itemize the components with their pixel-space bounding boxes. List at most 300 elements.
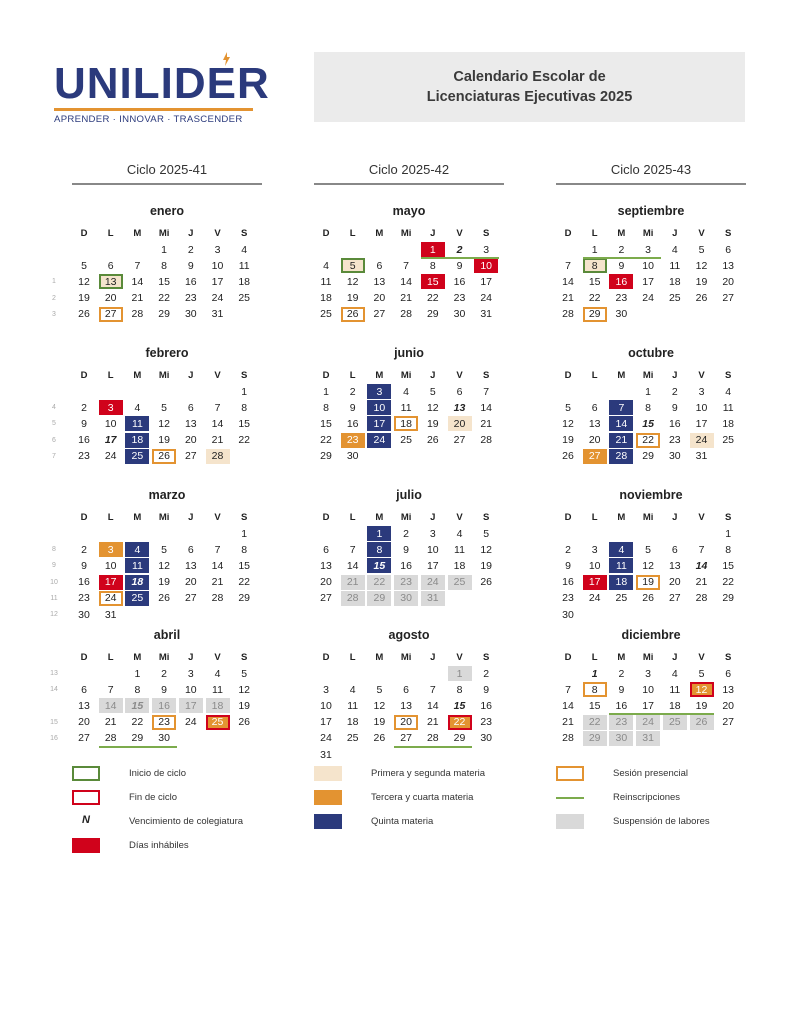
day-cell: 6 [671, 543, 678, 556]
day-cell: 21 [609, 433, 633, 448]
day-header: V [456, 228, 463, 239]
legend-swatch-beige [314, 766, 342, 781]
day-cell: 26 [373, 732, 386, 745]
day-cell: 17 [642, 275, 654, 288]
day-cell: 19 [695, 275, 708, 288]
day-cell: 23 [78, 450, 90, 463]
day-header: S [241, 652, 248, 663]
month-junio [314, 346, 504, 476]
day-cell: 2 [81, 401, 87, 414]
day-cell: 12 [158, 417, 170, 430]
day-header: J [430, 228, 436, 239]
day-cell: 4 [323, 259, 329, 272]
month-name: diciembre [621, 628, 681, 642]
week-number: 12 [50, 611, 58, 618]
day-cell: 24 [421, 575, 445, 590]
day-cell: 8 [583, 258, 607, 273]
day-cell: 24 [367, 433, 391, 448]
day-cell: 18 [238, 275, 251, 288]
day-cell: 3 [99, 400, 123, 415]
day-header: V [698, 652, 705, 663]
day-cell: 22 [238, 434, 251, 447]
day-cell: 7 [214, 543, 221, 556]
day-header: Mi [400, 652, 412, 663]
day-cell: 7 [698, 543, 705, 556]
day-cell: 27 [184, 592, 197, 605]
day-cell: 3 [698, 385, 705, 398]
day-cell: 2 [187, 243, 194, 256]
day-header: V [456, 512, 463, 523]
day-cell: 6 [187, 401, 194, 414]
day-cell: 3 [214, 243, 221, 256]
reinscription-underline [394, 746, 472, 748]
day-cell: 18 [722, 417, 735, 430]
day-cell: 29 [238, 592, 251, 605]
day-cell: 10 [642, 259, 654, 272]
day-cell: 28 [341, 591, 365, 606]
day-cell: 27 [722, 716, 735, 729]
day-cell: 26 [158, 592, 170, 605]
day-cell: 20 [104, 292, 117, 305]
day-cell: 11 [347, 699, 359, 712]
cycle-header-41: Ciclo 2025-41 [72, 162, 262, 185]
day-header: S [241, 512, 248, 523]
day-cell: 19 [238, 699, 251, 712]
day-cell: 13 [722, 259, 735, 272]
legend-label: Tercera y cuarta materia [371, 792, 474, 803]
month-name: agosto [388, 628, 430, 642]
day-cell: 7 [565, 683, 571, 696]
day-header: L [349, 652, 356, 663]
week-number: 10 [50, 578, 58, 586]
day-cell: 21 [104, 716, 117, 729]
day-cell: 2 [618, 667, 625, 680]
day-cell: 2 [565, 543, 571, 556]
day-cell: 19 [695, 699, 708, 712]
day-cell: 27 [400, 732, 412, 745]
day-cell: 8 [429, 259, 436, 272]
legend-swatch-underline [556, 797, 584, 799]
week-number: 7 [52, 452, 56, 460]
month-julio [314, 488, 504, 618]
day-header: J [672, 512, 678, 523]
day-cell: 19 [78, 292, 90, 305]
day-cell: 4 [609, 542, 633, 557]
cycle-header-43: Ciclo 2025-43 [556, 162, 746, 185]
day-cell: 27 [78, 732, 90, 745]
day-cell: 28 [206, 449, 230, 464]
day-cell: 30 [668, 450, 681, 463]
week-number: 15 [50, 718, 58, 726]
day-cell: 17 [320, 716, 332, 729]
day-header: L [107, 652, 114, 663]
week-number: 14 [50, 686, 58, 694]
week-number: 9 [52, 562, 56, 570]
day-cell: 22 [722, 576, 735, 589]
day-header: L [349, 370, 356, 381]
day-cell: 23 [152, 715, 176, 730]
day-cell: 31 [211, 308, 224, 321]
day-cell: 30 [184, 308, 197, 321]
day-cell: 23 [480, 716, 493, 729]
day-cell: 16 [346, 417, 359, 430]
day-cell: 23 [341, 433, 365, 448]
month-name: febrero [145, 346, 189, 360]
day-cell: 7 [134, 259, 141, 272]
day-header: L [591, 370, 598, 381]
day-cell: 4 [671, 667, 678, 680]
day-cell: 22 [131, 716, 144, 729]
title-line-1: Calendario Escolar de [453, 69, 606, 85]
day-cell: 5 [161, 543, 168, 556]
day-header: L [591, 652, 598, 663]
day-cell: 20 [588, 434, 601, 447]
day-cell: 18 [125, 575, 149, 590]
day-cell: 6 [725, 667, 732, 680]
day-cell: 3 [367, 384, 391, 399]
day-cell: 28 [695, 592, 708, 605]
day-header: V [214, 228, 221, 239]
day-header: Mi [642, 512, 654, 523]
month-name: abril [153, 628, 181, 642]
day-cell: 13 [373, 275, 386, 288]
week-number: 2 [52, 294, 56, 302]
day-header: J [188, 652, 194, 663]
day-cell: 19 [158, 576, 170, 589]
day-header: J [672, 652, 678, 663]
day-cell: 28 [104, 732, 117, 745]
day-cell: 4 [125, 542, 149, 557]
day-header: M [133, 652, 142, 663]
day-cell: 21 [131, 292, 144, 305]
month-name: enero [149, 204, 185, 218]
day-cell: 19 [636, 575, 660, 590]
day-cell: 31 [320, 748, 332, 761]
legend-swatch-bold-n: N [82, 814, 90, 826]
day-cell: 30 [609, 731, 633, 746]
day-cell: 3 [323, 683, 329, 696]
day-header: L [107, 370, 114, 381]
day-cell: 27 [320, 592, 332, 605]
day-cell: 15 [588, 275, 601, 288]
day-header: M [617, 228, 626, 239]
day-cell: 27 [373, 308, 386, 321]
unilider-logo [54, 52, 270, 125]
day-header: J [672, 228, 678, 239]
legend-swatch-red [72, 838, 100, 853]
day-header: J [672, 370, 678, 381]
day-cell: 16 [609, 274, 633, 289]
day-cell: 21 [562, 716, 574, 729]
day-cell: 16 [668, 417, 681, 430]
day-cell: 7 [107, 683, 114, 696]
month-name: junio [394, 346, 424, 360]
day-cell: 17 [480, 275, 493, 288]
week-number: 5 [52, 420, 56, 428]
day-cell: 22 [158, 292, 170, 305]
day-cell: 1 [421, 242, 445, 257]
legend-label: Primera y segunda materia [371, 768, 486, 779]
day-cell: 9 [618, 683, 625, 696]
day-cell: 25 [722, 434, 735, 447]
day-cell: 26 [562, 450, 574, 463]
day-cell: 22 [320, 434, 332, 447]
day-cell: 26 [480, 576, 493, 589]
day-cell: 5 [341, 258, 365, 273]
day-cell: 24 [320, 732, 332, 745]
legend-swatch-blue [314, 814, 342, 829]
day-cell: 22 [448, 715, 472, 730]
legend-label: Vencimiento de colegiatura [129, 816, 244, 827]
day-header: D [80, 370, 88, 381]
brand-tagline: APRENDER · INNOVAR · TRASCENDER [54, 114, 243, 125]
day-cell: 16 [615, 699, 628, 712]
day-cell: 8 [583, 682, 607, 697]
day-cell: 10 [474, 258, 498, 273]
day-cell: 5 [483, 527, 490, 540]
day-cell: 26 [642, 592, 654, 605]
day-cell: 20 [722, 699, 735, 712]
day-cell: 17 [367, 416, 391, 431]
day-cell: 23 [562, 592, 574, 605]
reinscription-underline [421, 257, 499, 259]
day-cell: 15 [421, 274, 445, 289]
day-cell: 29 [583, 307, 607, 322]
day-cell: 9 [81, 417, 87, 430]
day-cell: 17 [179, 698, 203, 713]
day-cell: 16 [152, 698, 176, 713]
day-cell: 1 [591, 667, 598, 680]
day-header: S [725, 228, 732, 239]
day-cell: 25 [346, 732, 359, 745]
week-number: 1 [52, 278, 56, 286]
day-cell: 25 [125, 591, 149, 606]
day-header: M [617, 370, 626, 381]
day-cell: 30 [480, 732, 493, 745]
day-cell: 5 [241, 667, 248, 680]
day-header: M [375, 228, 384, 239]
day-cell: 21 [695, 576, 708, 589]
day-cell: 24 [480, 292, 493, 305]
month-name: julio [396, 488, 422, 502]
day-header: S [483, 512, 490, 523]
day-cell: 29 [722, 592, 735, 605]
day-cell: 22 [426, 292, 439, 305]
day-cell: 20 [184, 576, 197, 589]
day-cell: 5 [376, 683, 383, 696]
day-cell: 26 [152, 449, 176, 464]
day-header: S [725, 652, 732, 663]
day-cell: 28 [609, 449, 633, 464]
day-cell: 4 [134, 401, 141, 414]
day-cell: 11 [125, 416, 149, 431]
day-cell: 14 [609, 416, 633, 431]
day-cell: 14 [211, 417, 224, 430]
day-cell: 30 [394, 591, 418, 606]
month-febrero [52, 346, 262, 476]
day-cell: 5 [565, 401, 571, 414]
day-cell: 10 [320, 699, 332, 712]
month-mayo [314, 204, 504, 334]
day-cell: 9 [618, 259, 625, 272]
day-cell: 20 [320, 576, 332, 589]
legend-label: Reinscripciones [613, 792, 681, 803]
day-cell: 11 [722, 401, 734, 414]
day-cell: 27 [668, 592, 681, 605]
day-cell: 2 [618, 243, 625, 256]
day-cell: 1 [161, 243, 168, 256]
day-cell: 6 [403, 683, 410, 696]
day-cell: 31 [636, 731, 660, 746]
day-cell: 12 [695, 259, 708, 272]
day-header: Mi [158, 228, 170, 239]
day-cell: 14 [131, 275, 144, 288]
day-cell: 6 [323, 543, 329, 556]
week-number: 16 [50, 734, 58, 742]
day-header: D [80, 228, 88, 239]
day-cell: 6 [456, 385, 463, 398]
day-cell: 19 [158, 434, 170, 447]
day-cell: 26 [690, 715, 714, 730]
day-cell: 17 [426, 559, 439, 572]
day-cell: 21 [211, 576, 224, 589]
day-header: Mi [642, 370, 654, 381]
day-cell: 18 [668, 275, 681, 288]
day-header: Mi [400, 228, 412, 239]
day-cell: 29 [453, 732, 466, 745]
day-cell: 26 [426, 434, 439, 447]
day-cell: 11 [454, 543, 465, 556]
day-cell: 14 [400, 275, 412, 288]
day-cell: 9 [483, 683, 490, 696]
day-header: D [564, 652, 572, 663]
day-cell: 21 [562, 292, 574, 305]
day-cell: 27 [184, 450, 197, 463]
day-cell: 25 [125, 449, 149, 464]
day-cell: 4 [725, 385, 732, 398]
day-cell: 13 [184, 559, 197, 572]
day-cell: 18 [609, 575, 633, 590]
day-cell: 2 [671, 385, 678, 398]
day-cell: 19 [373, 716, 386, 729]
day-cell: 8 [725, 543, 732, 556]
day-cell: 12 [78, 275, 90, 288]
legend-label: Quinta materia [371, 816, 434, 827]
day-cell: 11 [212, 683, 223, 696]
month-name: septiembre [617, 204, 685, 218]
day-cell: 21 [341, 575, 365, 590]
day-cell: 18 [394, 416, 418, 431]
day-cell: 24 [211, 292, 224, 305]
day-cell: 5 [645, 543, 652, 556]
day-cell: 29 [158, 308, 170, 321]
day-cell: 8 [161, 259, 168, 272]
day-cell: 14 [562, 275, 574, 288]
day-header: S [483, 228, 490, 239]
day-cell: 3 [429, 527, 436, 540]
reinscription-underline [99, 746, 177, 748]
day-cell: 13 [184, 417, 197, 430]
day-header: L [349, 512, 356, 523]
day-cell: 24 [642, 292, 654, 305]
day-cell: 29 [131, 732, 144, 745]
legend-swatch-gray [556, 814, 584, 829]
day-cell: 17 [695, 417, 708, 430]
day-header: V [698, 370, 705, 381]
day-cell: 8 [645, 401, 652, 414]
day-cell: 20 [394, 715, 418, 730]
day-cell: 2 [81, 543, 87, 556]
month-diciembre [556, 628, 746, 758]
day-cell: 1 [241, 527, 248, 540]
day-cell: 10 [211, 259, 224, 272]
day-cell: 16 [78, 576, 90, 589]
day-cell: 11 [669, 259, 681, 272]
day-cell: 21 [400, 292, 412, 305]
day-header: S [725, 512, 732, 523]
day-header: M [133, 228, 142, 239]
day-cell: 4 [456, 527, 463, 540]
day-header: L [349, 228, 356, 239]
day-header: Mi [642, 228, 654, 239]
day-cell: 1 [448, 666, 472, 681]
legend-swatch-orange [314, 790, 342, 805]
day-cell: 23 [184, 292, 197, 305]
day-cell: 4 [214, 667, 221, 680]
day-cell: 24 [690, 433, 714, 448]
day-cell: 28 [211, 592, 224, 605]
day-cell: 24 [588, 592, 601, 605]
day-header: V [456, 652, 463, 663]
legend-swatch-box-green [72, 766, 100, 781]
day-cell: 22 [588, 292, 601, 305]
day-cell: 9 [187, 259, 194, 272]
day-header: D [322, 228, 330, 239]
day-cell: 30 [562, 608, 574, 621]
day-header: J [188, 512, 194, 523]
day-cell: 10 [367, 400, 391, 415]
day-cell: 27 [722, 292, 735, 305]
day-cell: 13 [320, 559, 332, 572]
day-cell: 8 [134, 683, 141, 696]
day-header: J [430, 652, 436, 663]
day-cell: 28 [400, 308, 412, 321]
day-cell: 2 [349, 385, 356, 398]
day-cell: 13 [400, 699, 412, 712]
day-cell: 3 [645, 243, 652, 256]
day-cell: 2 [403, 527, 410, 540]
day-cell: 8 [456, 683, 463, 696]
day-cell: 14 [211, 559, 224, 572]
day-cell: 29 [583, 731, 607, 746]
day-cell: 27 [99, 307, 123, 322]
day-cell: 9 [671, 401, 678, 414]
day-cell: 9 [161, 683, 168, 696]
day-cell: 7 [565, 259, 571, 272]
legend-label: Días inhábiles [129, 840, 189, 851]
day-cell: 21 [480, 417, 493, 430]
day-cell: 5 [698, 667, 705, 680]
day-cell: 21 [211, 434, 224, 447]
day-cell: 14 [480, 401, 493, 414]
day-header: J [188, 370, 194, 381]
day-header: V [698, 512, 705, 523]
day-cell: 8 [323, 401, 329, 414]
day-header: M [617, 512, 626, 523]
day-cell: 3 [591, 543, 598, 556]
day-cell: 7 [483, 385, 490, 398]
day-cell: 4 [349, 683, 356, 696]
